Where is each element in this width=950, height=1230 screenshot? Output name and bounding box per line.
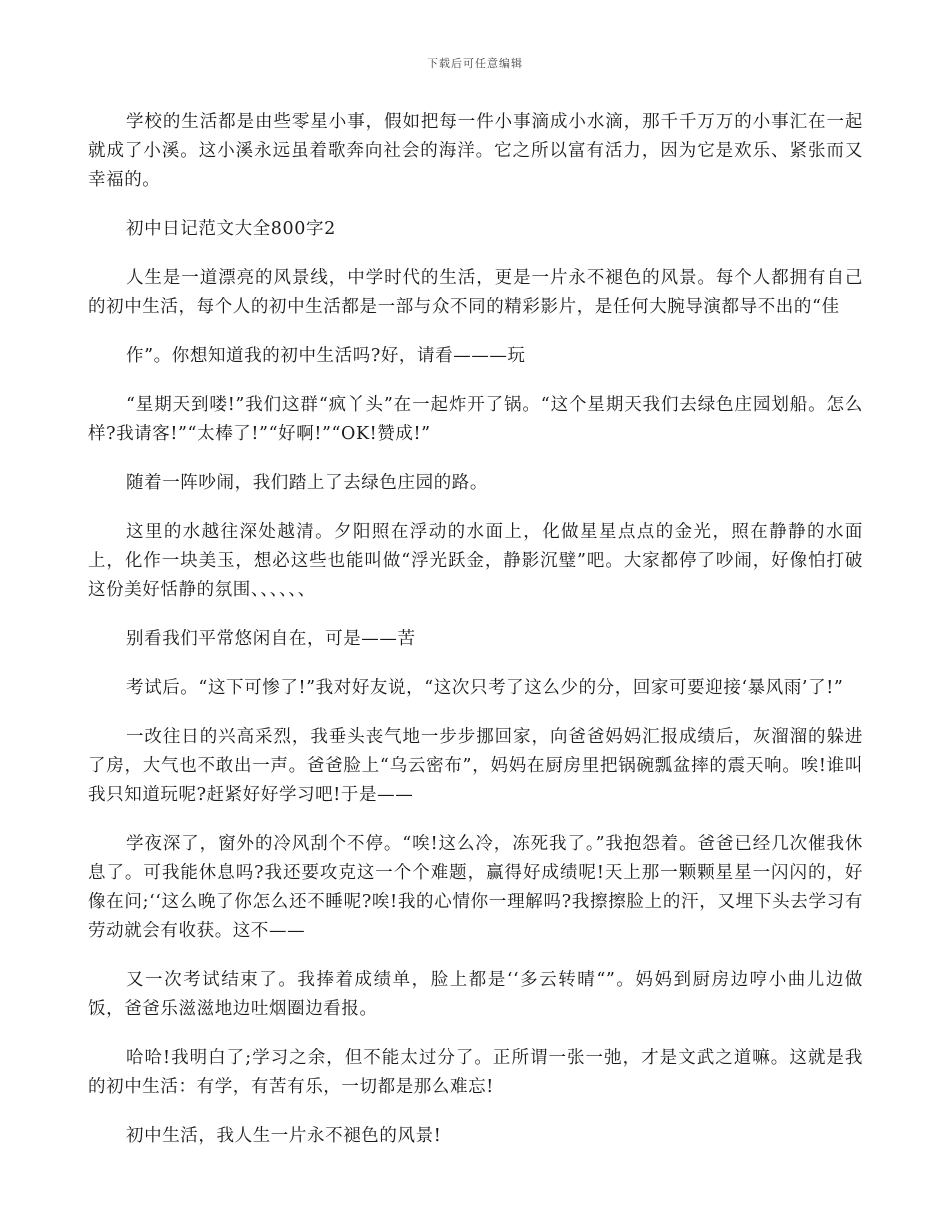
paragraph-study-night: 学夜深了，窗外的冷风刮个不停。“唉!这么冷，冻死我了。”我抱怨着。爸爸已经几次催我休息了。可我能休息吗?我还要攻克这一个个难题，赢得好成绩呢!天上那一颗颗星星一闪闪的，好像在问;‘‘这么晚了你怎么还不睡呢?唉!我的心情你一理解吗?我擦擦脸上的汗，又埋下头去学习有劳动就会有收获。这不—— xyxy=(88,834,863,941)
paragraph-road: 随着一阵吵闹，我们踏上了去绿色庄园的路。 xyxy=(126,473,488,493)
document-body xyxy=(88,108,863,1171)
paragraph-closing: 初中生活，我人生一片永不褪色的风景! xyxy=(126,1126,442,1146)
paragraph-bitter: 别看我们平常悠闲自在，可是——苦 xyxy=(126,629,416,649)
section-heading: 初中日记范文大全800字2 xyxy=(126,219,336,239)
paragraph-play: 作”。你想知道我的初中生活吗?好，请看———玩 xyxy=(126,346,526,366)
paragraph-school-life: 学校的生活都是由些零星小事，假如把每一件小事滴成小水滴，那千千万万的小事汇在一起就成了小溪。这小溪永远虽着歌奔向社会的海洋。它之所以富有活力，因为它是欢乐、紧张而又幸福的。 xyxy=(88,112,863,190)
paragraph-sunday: “星期天到喽!”我们这群“疯丫头”在一起炸开了锅。“这个星期天我们去绿色庄园划船。怎么样?我请客!”“太棒了!”“好啊!”“OK!赞成!” xyxy=(88,395,863,444)
page-header: 下载后可任意编辑 xyxy=(427,57,523,70)
paragraph-conclusion: 哈哈!我明白了;学习之余，但不能太过分了。正所谓一张一弛，才是文武之道嘛。这就是我的初中生活：有学，有苦有乐，一切都是那么难忘! xyxy=(88,1048,863,1097)
paragraph-home: 一改往日的兴高采烈，我垂头丧气地一步步挪回家，向爸爸妈妈汇报成绩后，灰溜溜的躲进了房，大气也不敢出一声。爸爸脸上“乌云密布”，妈妈在厨房里把锅碗瓢盆摔的震天响。唉!谁叫我只知道玩呢?赶紧好好学习吧!于是—— xyxy=(88,727,863,805)
paragraph-intro: 人生是一道漂亮的风景线，中学时代的生活，更是一片永不褪色的风景。每个人都拥有自己的初中生活，每个人的初中生活都是一部与众不同的精彩影片，是任何大腕导演都导不出的“佳 xyxy=(88,268,863,317)
paragraph-exam: 考试后。“这下可惨了!”我对好友说，“这次只考了这么少的分，回家可要迎接‘暴风雨’了!” xyxy=(126,678,844,698)
paragraph-next-exam: 又一次考试结束了。我捧着成绩单，脸上都是‘‘多云转晴“”。妈妈到厨房边哼小曲儿边做饭，爸爸乐滋滋地边吐烟圈边看报。 xyxy=(88,970,863,1019)
paragraph-water: 这里的水越往深处越清。夕阳照在浮动的水面上，化做星星点点的金光，照在静静的水面上，化作一块美玉，想必这些也能叫做“浮光跃金，静影沉璧”吧。大家都停了吵闹，好像怕打破这份美好恬静的氛围、、、、、、 xyxy=(88,522,863,600)
